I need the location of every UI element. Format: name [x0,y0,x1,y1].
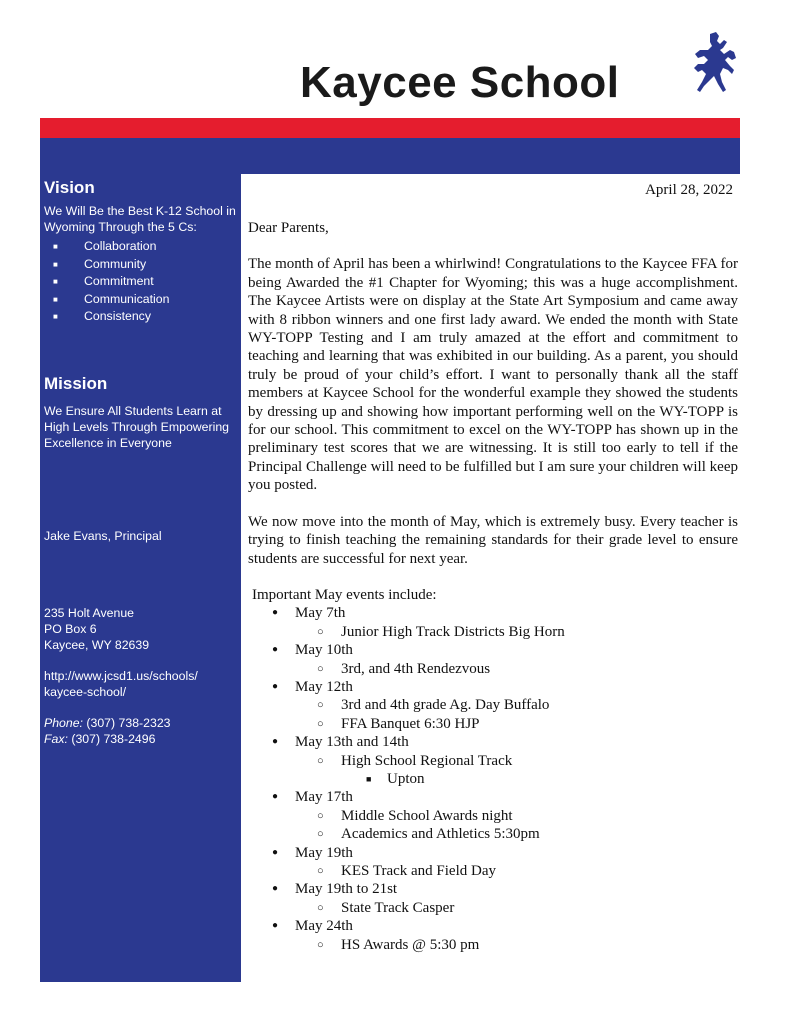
events-heading: Important May events include: [252,586,437,603]
events-list [248,604,738,954]
value-item: ■ Collaboration [40,238,169,256]
event-item: ○ High School Regional Track ■ Upton [295,752,738,789]
phone-number: (307) 738-2323 [86,716,171,730]
event-item: ○ 3rd and 4th grade Ag. Day Buffalo [295,696,738,714]
vision-text: We Will Be the Best K-12 School in Wyoming Through the 5 Cs: [44,204,236,234]
website-link[interactable]: kaycee-school/ [44,685,127,699]
value-item: ■ Consistency [40,308,169,326]
value-item: ■ Communication [40,291,169,309]
event-item: ○ 3rd, and 4th Rendezvous [295,660,738,678]
value-item: ■ Community [40,256,169,274]
principal-name: Jake Evans, Principal [44,529,162,543]
sidebar [40,174,241,982]
phone-label: Phone: [44,716,83,730]
fax-line [44,731,155,747]
event-item: ○ HS Awards @ 5:30 pm [295,936,738,954]
event-item: ○ Junior High Track Districts Big Horn [295,623,738,641]
address-line: PO Box 6 [44,622,97,636]
address-line: 235 Holt Avenue [44,606,135,620]
mission-text: We Ensure All Students Learn at High Levels Through Empowering Excellence in Everyone [44,404,230,450]
letter-date: April 28, 2022 [645,182,733,198]
event-item: ○ FFA Banquet 6:30 HJP [295,715,738,733]
event-date: ● May 13th and 14th ○ High School Regional Track ■ Upton [248,733,738,788]
event-item: ○ Middle School Awards night [295,807,738,825]
page-title: Kaycee School [300,58,620,107]
vision-heading: Vision [44,178,95,197]
event-date: ● May 10th ○ 3rd, and 4th Rendezvous [248,641,738,678]
paragraph: The month of April has been a whirlwind! Congratulations to the Kaycee FFA for being Awarded the #1 Chapter for Wyoming; this was a huge accomplishment. The Kaycee Artists were on display at the State Art Symposium and came away with 8 ribbon winners and one first lady award. We ended the month with State WY-TOPP Testing and I am truly amazed at the effort and commitment to teaching and learning that was exhibited in our building. As a parent, you should truly be proud of your child’s effort. I want to personally thank all the staff members at Kaycee School for the wonderful example they showed the students by dressing up and showing how important performing well on the WY-TOPP is for our school. This commitment to excel on the WY-TOPP has shown up in the preliminary test scores that we are witnessing. It is still too early to tell if the Principal Challenge will need to be fulfilled but I am sure your children will keep you posted. [248,256,738,494]
values-list [40,238,169,326]
event-date: ● May 12th ○ 3rd and 4th grade Ag. Day Buffalo ○ FFA Banquet 6:30 HJP [248,678,738,733]
event-item: ○ KES Track and Field Day [295,862,738,880]
bucking-horse-rider-icon [690,30,740,98]
header-blue-bar [40,138,740,174]
letter-body [248,219,738,954]
event-date: ● May 19th ○ KES Track and Field Day [248,844,738,881]
event-date: ● May 24th ○ HS Awards @ 5:30 pm [248,917,738,954]
greeting: Dear Parents, [248,220,329,236]
fax-label: Fax: [44,732,68,746]
address-line: Kaycee, WY 82639 [44,638,150,652]
value-item: ■ Commitment [40,273,169,291]
fax-number: (307) 738-2496 [71,732,156,746]
event-item: ○ Academics and Athletics 5:30pm [295,825,738,843]
header-red-bar [40,118,740,138]
mission-heading: Mission [44,374,108,393]
event-subitem: ■ Upton [341,770,738,788]
paragraph: We now move into the month of May, which is extremely busy. Every teacher is trying to finish teaching the remaining standards for their grade level to ensure students are successful for next year. [248,513,738,567]
phone-line [44,715,171,731]
event-item: ○ State Track Casper [295,899,738,917]
event-date: ● May 7th ○ Junior High Track Districts Big Horn [248,604,738,641]
event-date: ● May 17th ○ Middle School Awards night ○ Academics and Athletics 5:30pm [248,788,738,843]
event-date: ● May 19th to 21st ○ State Track Casper [248,880,738,917]
website-link[interactable]: http://www.jcsd1.us/schools/ [44,669,198,683]
